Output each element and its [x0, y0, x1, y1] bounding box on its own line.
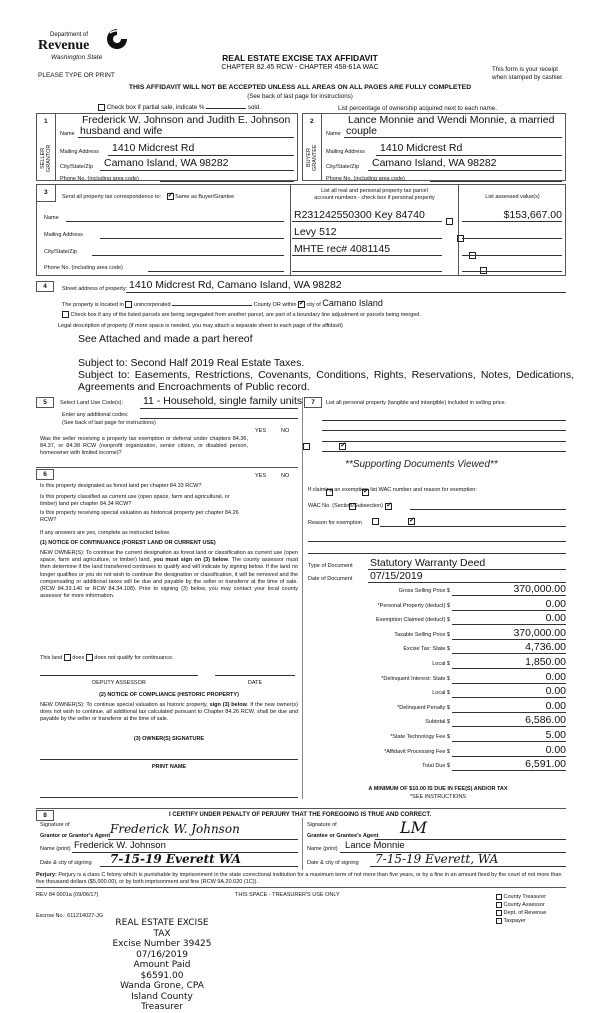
amount-label: Excise Tax: State $	[403, 646, 450, 653]
section-8-number: 8	[36, 810, 54, 821]
property-location: The property is located in unincorporated County OR within ✓ city of Camano Island	[62, 298, 383, 308]
amount-value[interactable]: 0.00	[545, 597, 566, 610]
corr-address-field[interactable]	[100, 238, 284, 239]
owner-signature-label: (3) OWNER(S) SIGNATURE	[133, 736, 205, 742]
amount-value[interactable]: 1,850.00	[525, 656, 566, 668]
owner-print-name-field[interactable]	[40, 797, 298, 798]
section-4-number: 4	[36, 281, 54, 292]
additional-codes-label: Enter any additional codes:	[62, 412, 129, 418]
seller-city-label: City/State/Zip	[60, 164, 94, 170]
dor-logo	[38, 28, 138, 68]
seller-name-line2[interactable]: husband and wife	[80, 125, 163, 137]
historic-question: Is this property receiving special valuation as historical property per chapter 84.26 RCW?	[40, 510, 239, 523]
amount-label: Total Due $	[422, 763, 450, 770]
print-name-label: PRINT NAME	[151, 764, 187, 770]
amount-label: *State Technology Fee $	[390, 734, 450, 740]
personal-property-label: List all personal property (tangible and intangible) included in selling price.	[326, 400, 507, 406]
amount-value[interactable]: 0.00	[545, 743, 566, 756]
notice2-text: NEW OWNER(S): To continue special valuation as historic property, sign (3) below. If the new owner(s) does not wish to continue, all additional tax calculated pursuant to Chapter 84.26 RCW, shall be due and payable by the seller or transferor at the time of sale.	[40, 702, 298, 723]
personal-property-line-4[interactable]	[322, 451, 566, 452]
warning: THIS AFFIDAVIT WILL NOT BE ACCEPTED UNLESS ALL AREAS ON ALL PAGES ARE FULLY COMPLETED	[128, 84, 472, 91]
instructions-note: (See back of last page for instructions)	[247, 93, 353, 100]
amount-label: Local $	[432, 690, 450, 697]
personal-property-line-1[interactable]	[322, 420, 566, 421]
amount-value[interactable]: 0.00	[545, 670, 566, 683]
land-use-code[interactable]: 11 - Household, single family units	[143, 395, 303, 407]
grantee-date-city[interactable]: 7-15-19 Everett, WA	[375, 852, 499, 866]
wac-label: WAC No. (Section/Subsection)	[308, 503, 383, 509]
legal-label: Legal description of property (if more space is needed, you may attach a separate sheet to each page of the affidavit)	[58, 323, 343, 329]
perjury-notice: Perjury: Perjury is a class C felony which is punishable by imprisonment in the state correctional institution for a maximum term of not more than five years, or by a fine in an amount fixed by the court of not more than five thousand dollars ($5,000.00), or by both imprisonment and fine (RCW 9A.20.020 (1C)).	[36, 872, 562, 885]
amount-label: *Affidavit Processing Fee $	[384, 748, 450, 755]
reason-label: Reason for exemption	[308, 520, 362, 526]
notice1-title: (1) NOTICE OF CONTINUANCE (FOREST LAND OR CURRENT USE)	[40, 540, 216, 546]
section-1-number: 1	[44, 118, 48, 125]
dor-swirl-icon	[106, 28, 128, 50]
legal-line-3[interactable]: Subject to: Easements, Restrictions, Covenants, Conditions, Rights, Reservations, Notes, Dedications,	[78, 369, 574, 381]
does-qualify-checkbox[interactable]	[64, 654, 71, 661]
amount-value[interactable]: 4,736.00	[525, 641, 566, 654]
seller-name-label: Name	[60, 131, 75, 137]
within-city-checkbox[interactable]	[298, 301, 305, 308]
seller-phone-label: Phone No. (including area code)	[60, 176, 139, 182]
section-3-number: 3	[44, 189, 48, 196]
segregated-checkbox[interactable]	[62, 311, 69, 318]
parcel-number-1[interactable]: R231242550300 Key 84740	[294, 209, 425, 221]
street-address[interactable]: 1410 Midcrest Rd, Camano Island, WA 98282	[129, 279, 342, 291]
exemption-question: Was the seller receiving a property tax exemption or deferral under chapters 84.36, 84.37, or 84.38 RCW (nonprofit organization, senior citizen, or disabled person, homeowner with limited income)?	[40, 436, 248, 456]
buyer-address[interactable]: 1410 Midcrest Rd	[380, 142, 463, 154]
corr-address-label: Mailing Address	[44, 232, 83, 238]
legal-line-4[interactable]: Agreements and Encroachments of Public record.	[78, 381, 310, 393]
wac-field[interactable]	[410, 509, 566, 510]
form-number: REV 84 0001a (09/06/17)	[36, 892, 99, 898]
seller-address-label: Mailing Address	[60, 149, 99, 155]
section-2-number: 2	[310, 118, 314, 125]
grantee-signature[interactable]: LM	[400, 818, 428, 837]
escrow-number: Escrow No.: 611214027-JG	[36, 913, 104, 919]
copy-county-treasurer[interactable]: County Treasurer	[496, 893, 546, 901]
grantor-signature[interactable]: Frederick W. Johnson	[110, 822, 240, 836]
corr-city-field[interactable]	[92, 255, 284, 256]
buyer-city[interactable]: Camano Island, WA 98282	[372, 157, 497, 169]
ownership-note: List percentage of ownership acquired next to each name.	[338, 105, 497, 112]
receipt-note-1: This form is your receipt	[492, 66, 559, 73]
copy-taxpayer[interactable]: Taxpayer	[496, 917, 546, 925]
amount-value[interactable]: 370,000.00	[513, 626, 566, 639]
notice2-title: (2) NOTICE OF COMPLIANCE (HISTORIC PROPERTY)	[99, 692, 239, 698]
amount-value[interactable]: 6,591.00	[525, 758, 566, 771]
amount-label: Taxable Selling Price $	[394, 631, 450, 638]
seller-phone-field[interactable]	[160, 181, 294, 182]
seller-side-label: SELLER GRANTOR	[40, 144, 52, 172]
buyer-side-label: BUYER GRANTEE	[306, 144, 318, 172]
county-field[interactable]	[172, 305, 252, 306]
street-label: Street address of property:	[62, 286, 128, 292]
additional-codes-note: (See back of last page for instructions)	[62, 420, 156, 426]
assessed-value-1[interactable]: $153,667.00	[503, 209, 562, 221]
legal-line-1[interactable]: See Attached and made a part hereof	[78, 333, 253, 345]
certify-statement: I CERTIFY UNDER PENALTY OF PERJURY THAT THE FOREGOING IS TRUE AND CORRECT.	[168, 812, 432, 818]
does-not-qualify-checkbox[interactable]	[86, 654, 93, 661]
corr-name-field[interactable]	[66, 221, 284, 222]
assessed-header: List assessed value(s)	[485, 194, 540, 200]
partial-sale: Check box if partial sale, indicate % sold.	[98, 104, 261, 111]
amount-label: *Personal Property (deduct) $	[377, 602, 450, 609]
personal-property-line-2[interactable]	[322, 430, 566, 431]
amount-value[interactable]: 6,586.00	[525, 714, 566, 727]
supporting-documents-stamp: **Supporting Documents Viewed**	[345, 459, 498, 470]
notice1-text: NEW OWNER(S): To continue the current designation as forest land or classification as current use (open space, farm and agriculture, or timber) land, you must sign on (3) below. The county assessor must then determine if the land transferred continues to qualify and will indicate by signing below. If the land no longer qualifies or you do not wish to continue the designation or classification, it will be removed and the compensating or additional taxes will be due and payable by the seller or transferor at the time of sale. (RCW 84.33.140 or RCW 84.34.108). Prior to signing (3) below, you may contact your local county assessor for more information.	[40, 550, 299, 600]
assessed-value-4[interactable]	[462, 271, 562, 272]
section-5-number: 5	[36, 397, 54, 408]
land-use-label: Select Land Use Code(s):	[60, 400, 123, 406]
buyer-phone-label: Phone No. (including area code)	[326, 176, 405, 182]
current-use-question: Is this property classified as current use (open space, farm and agricultural, or timber) land per chapter 84.34 RCW?	[40, 494, 230, 507]
please-type: PLEASE TYPE OR PRINT	[38, 72, 115, 79]
assessed-value-3[interactable]	[462, 255, 562, 256]
buyer-city-label: City/State/Zip	[326, 164, 360, 170]
logo-dept: Department of	[50, 32, 89, 38]
copy-county-assessor[interactable]: County Assessor	[496, 901, 546, 909]
personal-property-line-3[interactable]	[322, 441, 566, 442]
logo-state: Washington State	[51, 54, 103, 61]
amount-label: Exemption Claimed (deduct) $	[376, 617, 450, 624]
unincorporated-checkbox[interactable]	[125, 301, 132, 308]
amount-value[interactable]: 0.00	[545, 612, 566, 625]
amount-label: Subtotal $	[425, 719, 450, 726]
buyer-address-label: Mailing Address	[326, 149, 365, 155]
amount-value[interactable]: 0.00	[545, 699, 566, 712]
seller-address[interactable]: 1410 Midcrest Rd	[112, 142, 195, 154]
logo-name: Revenue	[38, 38, 90, 53]
copy-dept-revenue[interactable]: Dept. of Revenue	[496, 909, 546, 917]
seller-name-line1[interactable]: Frederick W. Johnson and Judith E. Johnson	[82, 114, 291, 126]
send-correspondence: Send all property tax correspondence to: ✓ Same as Buyer/Grantee	[62, 193, 234, 200]
amount-label: Gross Selling Price $	[398, 588, 450, 594]
amount-label: Local $	[432, 661, 450, 667]
amount-value[interactable]: 5.00	[545, 729, 566, 741]
form-title: REAL ESTATE EXCISE TAX AFFIDAVIT	[222, 53, 378, 63]
grantee-print-name[interactable]: Lance Monnie	[345, 840, 405, 851]
doc-date-label: Date of Document	[308, 576, 353, 582]
exemption-no-checkbox[interactable]	[339, 443, 346, 450]
deputy-assessor-signature[interactable]	[40, 675, 198, 676]
continuance-qualify: This land does does not qualify for continuance.	[40, 654, 174, 661]
legal-line-2[interactable]: Subject to: Second Half 2019 Real Estate Taxes.	[78, 357, 305, 369]
corr-phone-field[interactable]	[148, 271, 284, 272]
exemption-claim-label: If claiming an exemption, list WAC number and reason for exemption:	[308, 487, 477, 493]
seller-city[interactable]: Camano Island, WA 98282	[104, 157, 229, 169]
parcel-header-1: List all real and personal property tax parcel	[321, 188, 428, 194]
parcel-number-4[interactable]	[292, 271, 442, 272]
partial-sale-percent[interactable]	[206, 108, 246, 109]
doc-type-label: Type of Document	[308, 563, 353, 569]
grantor-print-name[interactable]: Frederick W. Johnson	[74, 840, 166, 851]
amount-value[interactable]: 0.00	[545, 685, 566, 698]
corr-name-label: Name	[44, 215, 59, 221]
corr-phone-label: Phone No. (including area code)	[44, 265, 123, 271]
treasurer-use: THIS SPACE - TREASURER'S USE ONLY	[235, 892, 340, 898]
receipt-note-2: when stamped by cashier.	[492, 74, 564, 81]
segregated: Check box if any of the listed parcels are being segregated from another parcel, are part of a boundary line adjustment or parcels being merged.	[62, 311, 421, 318]
reason-field-3[interactable]	[308, 553, 566, 554]
parcel-number-2[interactable]: Levy 512	[294, 226, 337, 238]
parcel-header-2: account numbers - check box if personal property	[314, 195, 435, 201]
grantor-date-city[interactable]: 7-15-19 Everett WA	[110, 852, 241, 866]
current-use-no-checkbox[interactable]	[385, 503, 392, 510]
buyer-name-line2[interactable]: couple	[346, 125, 377, 137]
historic-no-checkbox[interactable]	[408, 518, 415, 525]
amount-label: *Delinquent Penalty $	[397, 704, 450, 711]
city-of-value[interactable]: Camano Island	[322, 298, 383, 308]
if-yes-note: If any answers are yes, complete as instructed below.	[40, 530, 171, 536]
copy-distribution	[496, 893, 546, 925]
same-as-buyer-checkbox[interactable]	[167, 193, 174, 200]
historic-yes-checkbox[interactable]	[372, 518, 379, 525]
reason-field[interactable]	[380, 526, 566, 527]
buyer-name-label: Name	[326, 131, 341, 137]
treasurer-stamp: REAL ESTATE EXCISE TAX Excise Number 39425 07/16/2019 Amount Paid $6591.00 Wanda Grone, CPA Island County Treasurer	[112, 918, 212, 1012]
form-subtitle: CHAPTER 82.45 RCW - CHAPTER 458-61A WAC	[221, 64, 379, 71]
additional-codes-field[interactable]	[140, 418, 298, 419]
partial-sale-checkbox[interactable]	[98, 104, 105, 111]
assessor-date-field[interactable]	[215, 675, 295, 676]
buyer-name-line1[interactable]: Lance Monnie and Wendi Monnie, a married	[348, 114, 555, 126]
doc-date[interactable]: 07/15/2019	[370, 570, 423, 582]
corr-city-label: City/State/Zip	[44, 249, 78, 255]
buyer-phone-field[interactable]	[430, 181, 562, 182]
parcel-personal-checkbox-1[interactable]	[446, 218, 453, 225]
parcel-number-3[interactable]: MHTE rec# 4081145	[294, 243, 391, 255]
forest-question: Is this property designated as forest land per chapter 84.33 RCW?	[40, 483, 202, 489]
amount-value[interactable]: 370,000.00	[513, 583, 566, 595]
reason-field-2[interactable]	[308, 541, 566, 542]
doc-type[interactable]: Statutory Warranty Deed	[370, 557, 486, 569]
amount-label: *Delinquent Interest: State $	[381, 675, 450, 682]
assessed-value-2[interactable]	[462, 238, 562, 239]
see-instructions: *SEE INSTRUCTIONS	[410, 794, 466, 800]
minimum-due: A MINIMUM OF $10.00 IS DUE IN FEE(S) AND/OR TAX	[368, 786, 508, 792]
exemption-yes-checkbox[interactable]	[303, 443, 310, 450]
section-7-number: 7	[304, 397, 322, 408]
section-6-number: 6	[36, 469, 54, 480]
owner-signature-field[interactable]	[40, 759, 298, 760]
